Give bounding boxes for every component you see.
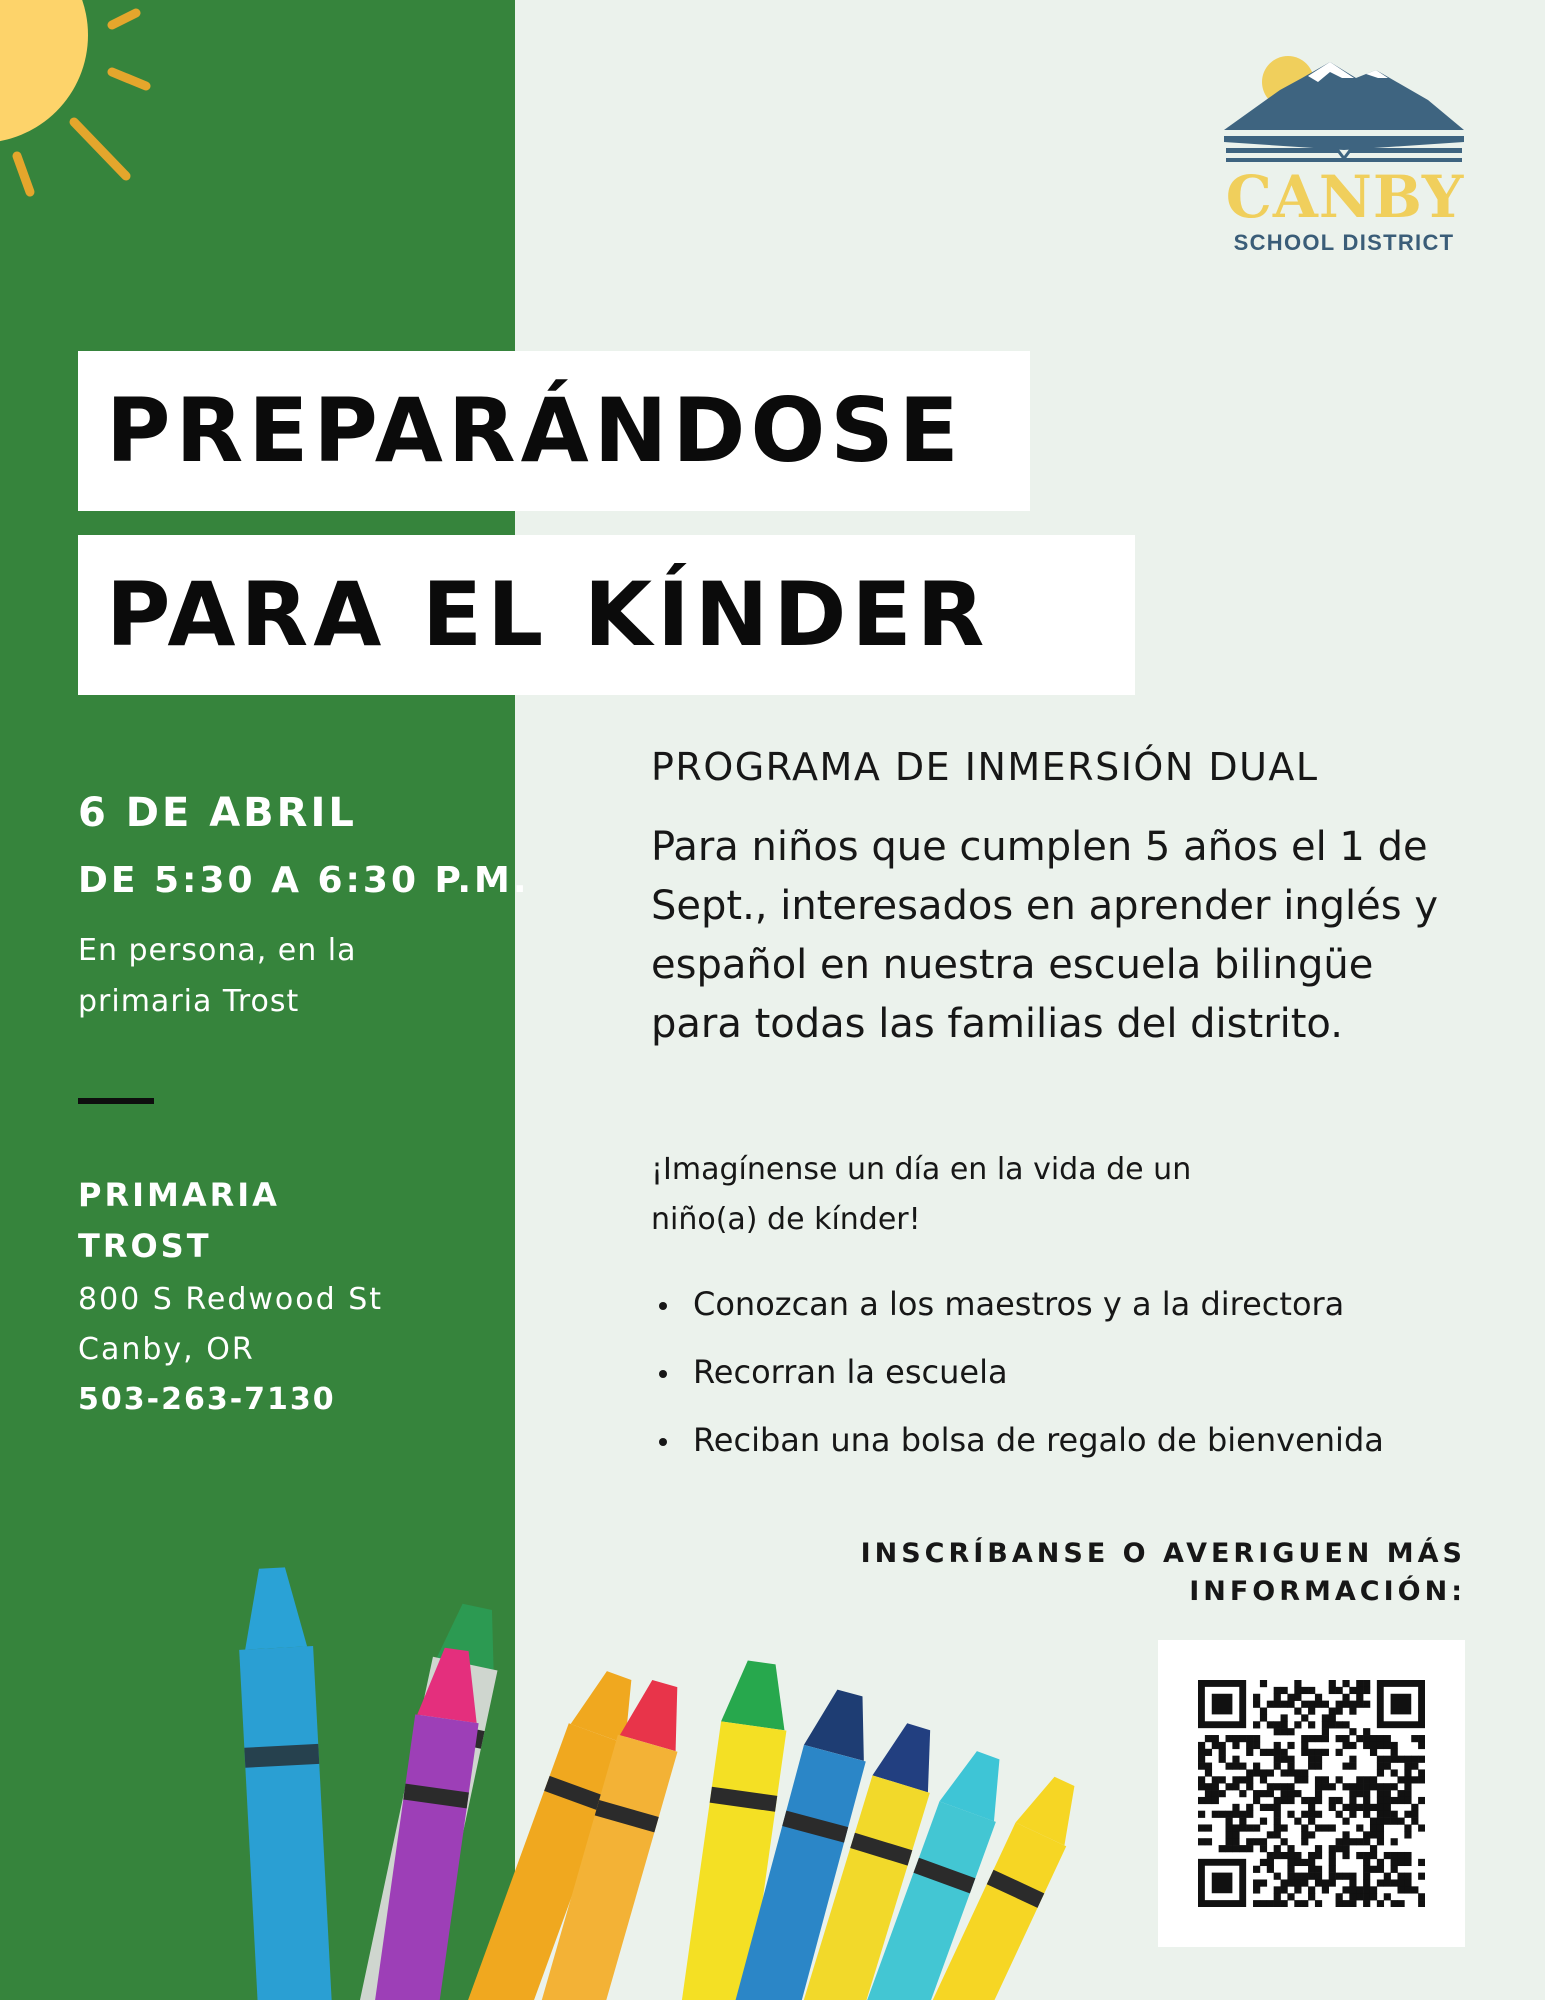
school-address [78,1275,383,1425]
title-line-1: PREPARÁNDOSE [78,351,1030,511]
school-name-line-2: TROST [78,1227,212,1265]
qr-code-icon [1198,1680,1425,1907]
activity-list [651,1275,1384,1479]
list-item: Reciban una bolsa de regalo de bienvenida [651,1411,1384,1479]
event-location-line-2: primaria Trost [78,984,300,1019]
school-name [78,1170,378,1272]
crayon-blue [235,1566,333,2000]
list-item: Recorran la escuela [651,1343,1384,1411]
school-city: Canby, OR [78,1332,255,1367]
school-phone: 503-263-7130 [78,1382,336,1417]
sun-icon [0,0,180,210]
title-line-2: PARA EL KÍNDER [78,535,1135,695]
program-title: PROGRAMA DE INMERSIÓN DUAL [651,745,1319,789]
event-time: DE 5:30 A 6:30 P.M. [78,860,530,901]
school-street: 800 S Redwood St [78,1282,384,1317]
school-name-line-1: PRIMARIA [78,1176,280,1214]
event-date: 6 DE ABRIL [78,790,357,836]
logo-subtitle: SCHOOL DISTRICT [1233,230,1455,255]
program-description: Para niños que cumplen 5 años el 1 de Sept., interesados en aprender inglés y español en nuestra escuela bilingüe para todas las familias del distrito. [651,824,1438,1047]
event-location [78,925,458,1027]
imagine-text [651,1145,1271,1245]
list-item: Conozcan a los maestros y a la directora [651,1275,1384,1343]
divider [78,1098,154,1104]
cta-line-2: INFORMACIÓN: [1189,1576,1466,1607]
qr-code[interactable] [1158,1640,1465,1947]
imagine-line-2: niño(a) de kínder! [651,1202,921,1237]
event-location-line-1: En persona, en la [78,933,357,968]
crayon-magenta [365,1645,488,2000]
logo-name: CANBY [1225,163,1465,231]
crayons-illustration [200,1550,1100,2000]
imagine-line-1: ¡Imagínense un día en la vida de un [651,1152,1192,1187]
cta-line-1: INSCRÍBANSE O AVERIGUEN MÁS [860,1538,1466,1569]
